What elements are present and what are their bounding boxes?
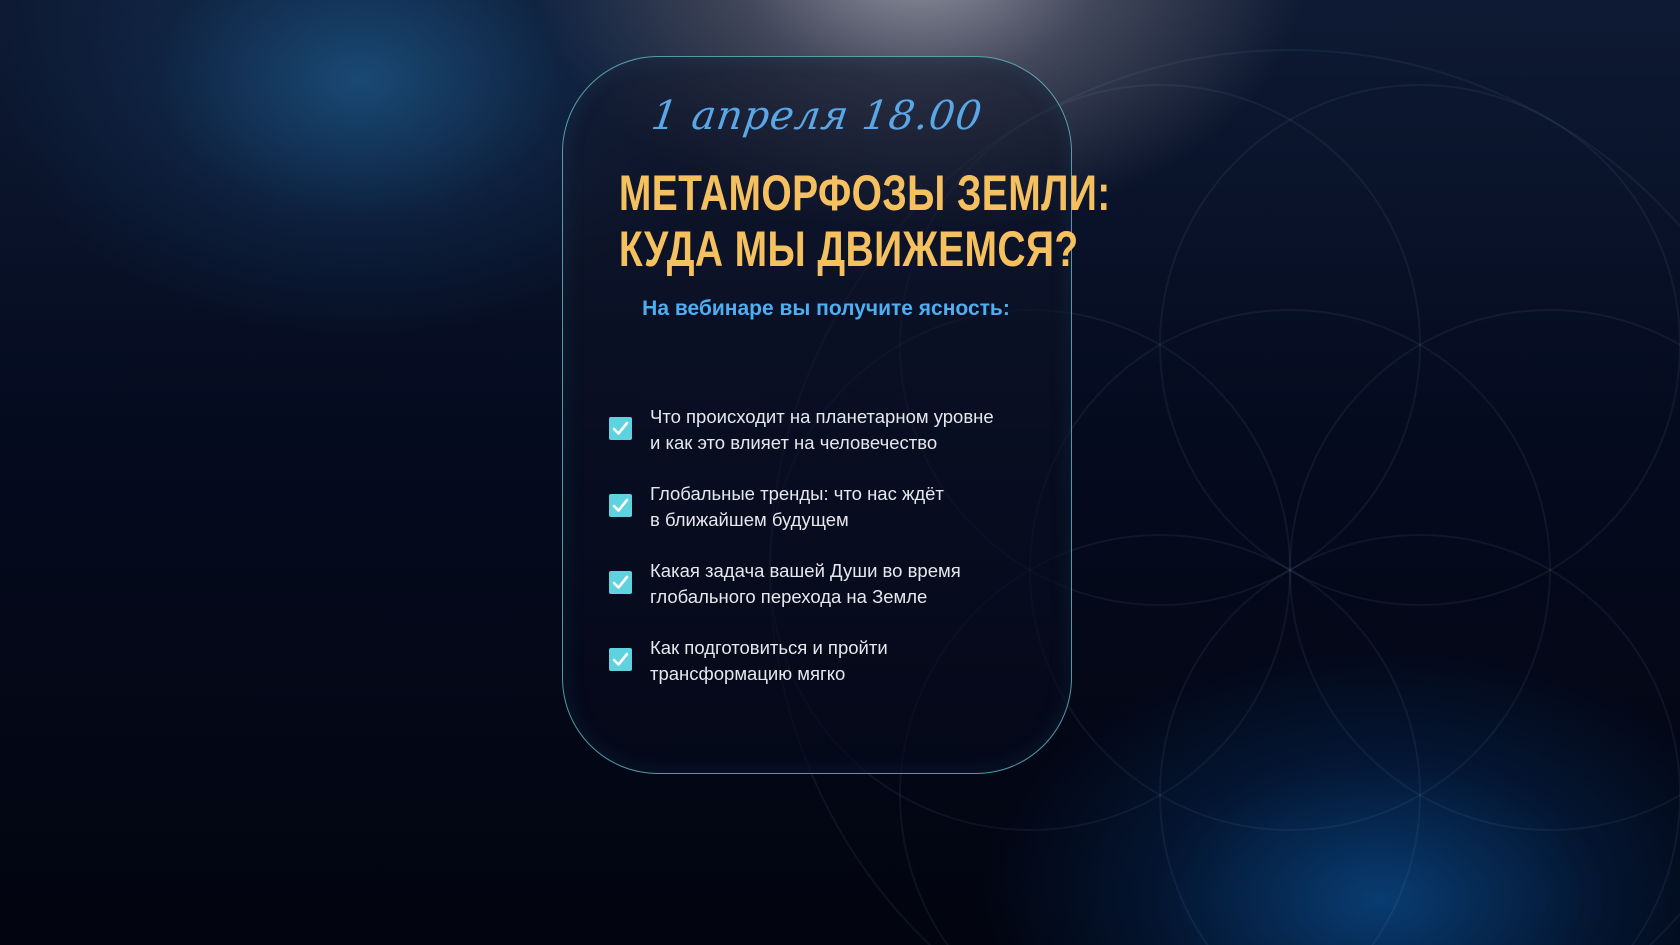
- list-item-text: [650, 404, 994, 456]
- list-item: [609, 637, 1059, 721]
- webinar-title-line-1: МЕТАМОРФОЗЫ ЗЕМЛИ:: [618, 165, 1111, 221]
- webinar-title: [618, 165, 1111, 277]
- checkbox-checked-icon: [609, 648, 632, 671]
- list-item-line: Что происходит на планетарном уровне: [650, 406, 994, 427]
- list-item-text: [650, 481, 944, 533]
- list-item: [609, 560, 1059, 644]
- webinar-card: [562, 56, 1111, 774]
- list-item-line: Какая задача вашей Души во время: [650, 560, 961, 581]
- webinar-date: 1 апреля 18.00: [648, 93, 986, 139]
- benefits-list: [609, 406, 1059, 721]
- list-item-line: и как это влияет на человечество: [650, 432, 938, 453]
- list-item: [609, 406, 1059, 490]
- list-item-line: в ближайшем будущем: [650, 509, 849, 530]
- checkbox-checked-icon: [609, 494, 632, 517]
- list-item-line: Глобальные тренды: что нас ждёт: [650, 483, 944, 504]
- list-item-line: глобального перехода на Земле: [650, 586, 928, 607]
- list-item-line: трансформацию мягко: [650, 663, 846, 684]
- webinar-title-line-2: КУДА МЫ ДВИЖЕМСЯ?: [618, 221, 1079, 277]
- webinar-subtitle: На вебинаре вы получите ясность:: [642, 297, 1010, 320]
- checkbox-checked-icon: [609, 571, 632, 594]
- list-item-text: [650, 635, 888, 687]
- list-item: [609, 483, 1059, 567]
- list-item-line: Как подготовиться и пройти: [650, 637, 888, 658]
- checkbox-checked-icon: [609, 417, 632, 440]
- list-item-text: [650, 558, 961, 610]
